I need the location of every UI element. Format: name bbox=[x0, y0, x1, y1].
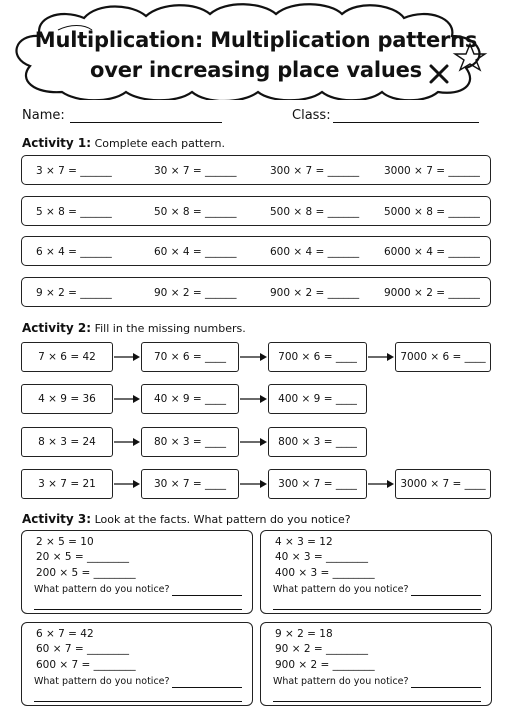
missing-number-box[interactable]: 40 × 9 = ____ bbox=[141, 384, 239, 414]
pattern-cell[interactable]: 900 × 2 = ______ bbox=[270, 287, 360, 299]
pattern-question: What pattern do you notice? bbox=[273, 676, 409, 687]
pattern-box bbox=[21, 530, 253, 614]
activity2-instruction: Fill in the missing numbers. bbox=[94, 322, 246, 335]
class-line[interactable] bbox=[333, 122, 479, 123]
missing-number-box[interactable]: 7000 × 6 = ____ bbox=[395, 342, 491, 372]
arrow-right-icon bbox=[113, 478, 141, 490]
activity3-heading bbox=[22, 512, 351, 526]
answer-line[interactable] bbox=[34, 609, 242, 610]
name-label: Name: bbox=[22, 108, 65, 123]
pattern-cell[interactable]: 300 × 7 = ______ bbox=[270, 165, 360, 177]
arrow-right-icon bbox=[367, 351, 395, 363]
activity1-heading bbox=[22, 136, 225, 150]
missing-number-box[interactable]: 400 × 9 = ____ bbox=[268, 384, 367, 414]
pattern-box bbox=[260, 530, 492, 614]
arrow-right-icon bbox=[113, 351, 141, 363]
pattern-line[interactable]: 900 × 2 = ________ bbox=[275, 659, 375, 671]
pattern-cell[interactable]: 5000 × 8 = ______ bbox=[384, 206, 480, 218]
answer-line[interactable] bbox=[273, 701, 481, 702]
answer-line[interactable] bbox=[172, 687, 242, 688]
pattern-cell[interactable]: 6 × 4 = ______ bbox=[36, 246, 112, 258]
fact-box: 7 × 6 = 42 bbox=[21, 342, 113, 372]
pattern-cell[interactable]: 9 × 2 = ______ bbox=[36, 287, 112, 299]
fact-box: 8 × 3 = 24 bbox=[21, 427, 113, 457]
arrow-right-icon bbox=[113, 393, 141, 405]
pattern-box bbox=[260, 622, 492, 706]
class-label: Class: bbox=[292, 108, 331, 123]
activity3-label: Activity 3: bbox=[22, 512, 92, 526]
pattern-row bbox=[21, 277, 491, 307]
pattern-line[interactable]: 90 × 2 = ________ bbox=[275, 643, 368, 655]
fact-box: 3 × 7 = 21 bbox=[21, 469, 113, 499]
pattern-line[interactable]: 400 × 3 = ________ bbox=[275, 567, 375, 579]
pattern-cell[interactable]: 500 × 8 = ______ bbox=[270, 206, 360, 218]
pattern-row bbox=[21, 155, 491, 185]
answer-line[interactable] bbox=[273, 609, 481, 610]
pattern-cell[interactable]: 600 × 4 = ______ bbox=[270, 246, 360, 258]
missing-number-box[interactable]: 30 × 7 = ____ bbox=[141, 469, 239, 499]
missing-number-box[interactable]: 300 × 7 = ____ bbox=[268, 469, 367, 499]
missing-number-box[interactable]: 3000 × 7 = ____ bbox=[395, 469, 491, 499]
missing-number-box[interactable]: 70 × 6 = ____ bbox=[141, 342, 239, 372]
pattern-cell[interactable]: 50 × 8 = ______ bbox=[154, 206, 237, 218]
pattern-cell[interactable]: 90 × 2 = ______ bbox=[154, 287, 237, 299]
arrow-right-icon bbox=[239, 393, 268, 405]
arrow-right-icon bbox=[367, 478, 395, 490]
pattern-cell[interactable]: 60 × 4 = ______ bbox=[154, 246, 237, 258]
pattern-line[interactable]: 600 × 7 = ________ bbox=[36, 659, 136, 671]
activity2-heading bbox=[22, 321, 246, 335]
answer-line[interactable] bbox=[411, 687, 481, 688]
fact-box: 4 × 9 = 36 bbox=[21, 384, 113, 414]
pattern-row bbox=[21, 236, 491, 266]
answer-line[interactable] bbox=[411, 595, 481, 596]
activity3-instruction: Look at the facts. What pattern do you notice? bbox=[94, 513, 351, 526]
missing-number-box[interactable]: 80 × 3 = ____ bbox=[141, 427, 239, 457]
pattern-line[interactable]: 200 × 5 = ________ bbox=[36, 567, 136, 579]
activity1-label: Activity 1: bbox=[22, 136, 92, 150]
pattern-fact: 4 × 3 = 12 bbox=[275, 536, 333, 548]
arrow-right-icon bbox=[239, 351, 268, 363]
activity1-instruction: Complete each pattern. bbox=[94, 137, 226, 150]
pattern-cell[interactable]: 9000 × 2 = ______ bbox=[384, 287, 480, 299]
pattern-fact: 6 × 7 = 42 bbox=[36, 628, 94, 640]
pattern-fact: 2 × 5 = 10 bbox=[36, 536, 94, 548]
pattern-cell[interactable]: 3 × 7 = ______ bbox=[36, 165, 112, 177]
missing-number-box[interactable]: 700 × 6 = ____ bbox=[268, 342, 367, 372]
name-line[interactable] bbox=[70, 122, 222, 123]
pattern-cell[interactable]: 30 × 7 = ______ bbox=[154, 165, 237, 177]
arrow-right-icon bbox=[239, 436, 268, 448]
pattern-box bbox=[21, 622, 253, 706]
pattern-question: What pattern do you notice? bbox=[34, 676, 170, 687]
pattern-line[interactable]: 60 × 7 = ________ bbox=[36, 643, 129, 655]
pattern-line[interactable]: 20 × 5 = ________ bbox=[36, 551, 129, 563]
missing-number-box[interactable]: 800 × 3 = ____ bbox=[268, 427, 367, 457]
pattern-question: What pattern do you notice? bbox=[273, 584, 409, 595]
title-line-2: over increasing place values bbox=[90, 58, 422, 82]
pattern-question: What pattern do you notice? bbox=[34, 584, 170, 595]
pattern-cell[interactable]: 3000 × 7 = ______ bbox=[384, 165, 480, 177]
activity2-label: Activity 2: bbox=[22, 321, 92, 335]
pattern-row bbox=[21, 196, 491, 226]
pattern-cell[interactable]: 5 × 8 = ______ bbox=[36, 206, 112, 218]
pattern-cell[interactable]: 6000 × 4 = ______ bbox=[384, 246, 480, 258]
arrow-right-icon bbox=[239, 478, 268, 490]
pattern-fact: 9 × 2 = 18 bbox=[275, 628, 333, 640]
pattern-line[interactable]: 40 × 3 = ________ bbox=[275, 551, 368, 563]
arrow-right-icon bbox=[113, 436, 141, 448]
title-line-1: Multiplication: Multiplication patterns bbox=[34, 28, 478, 52]
answer-line[interactable] bbox=[172, 595, 242, 596]
answer-line[interactable] bbox=[34, 701, 242, 702]
